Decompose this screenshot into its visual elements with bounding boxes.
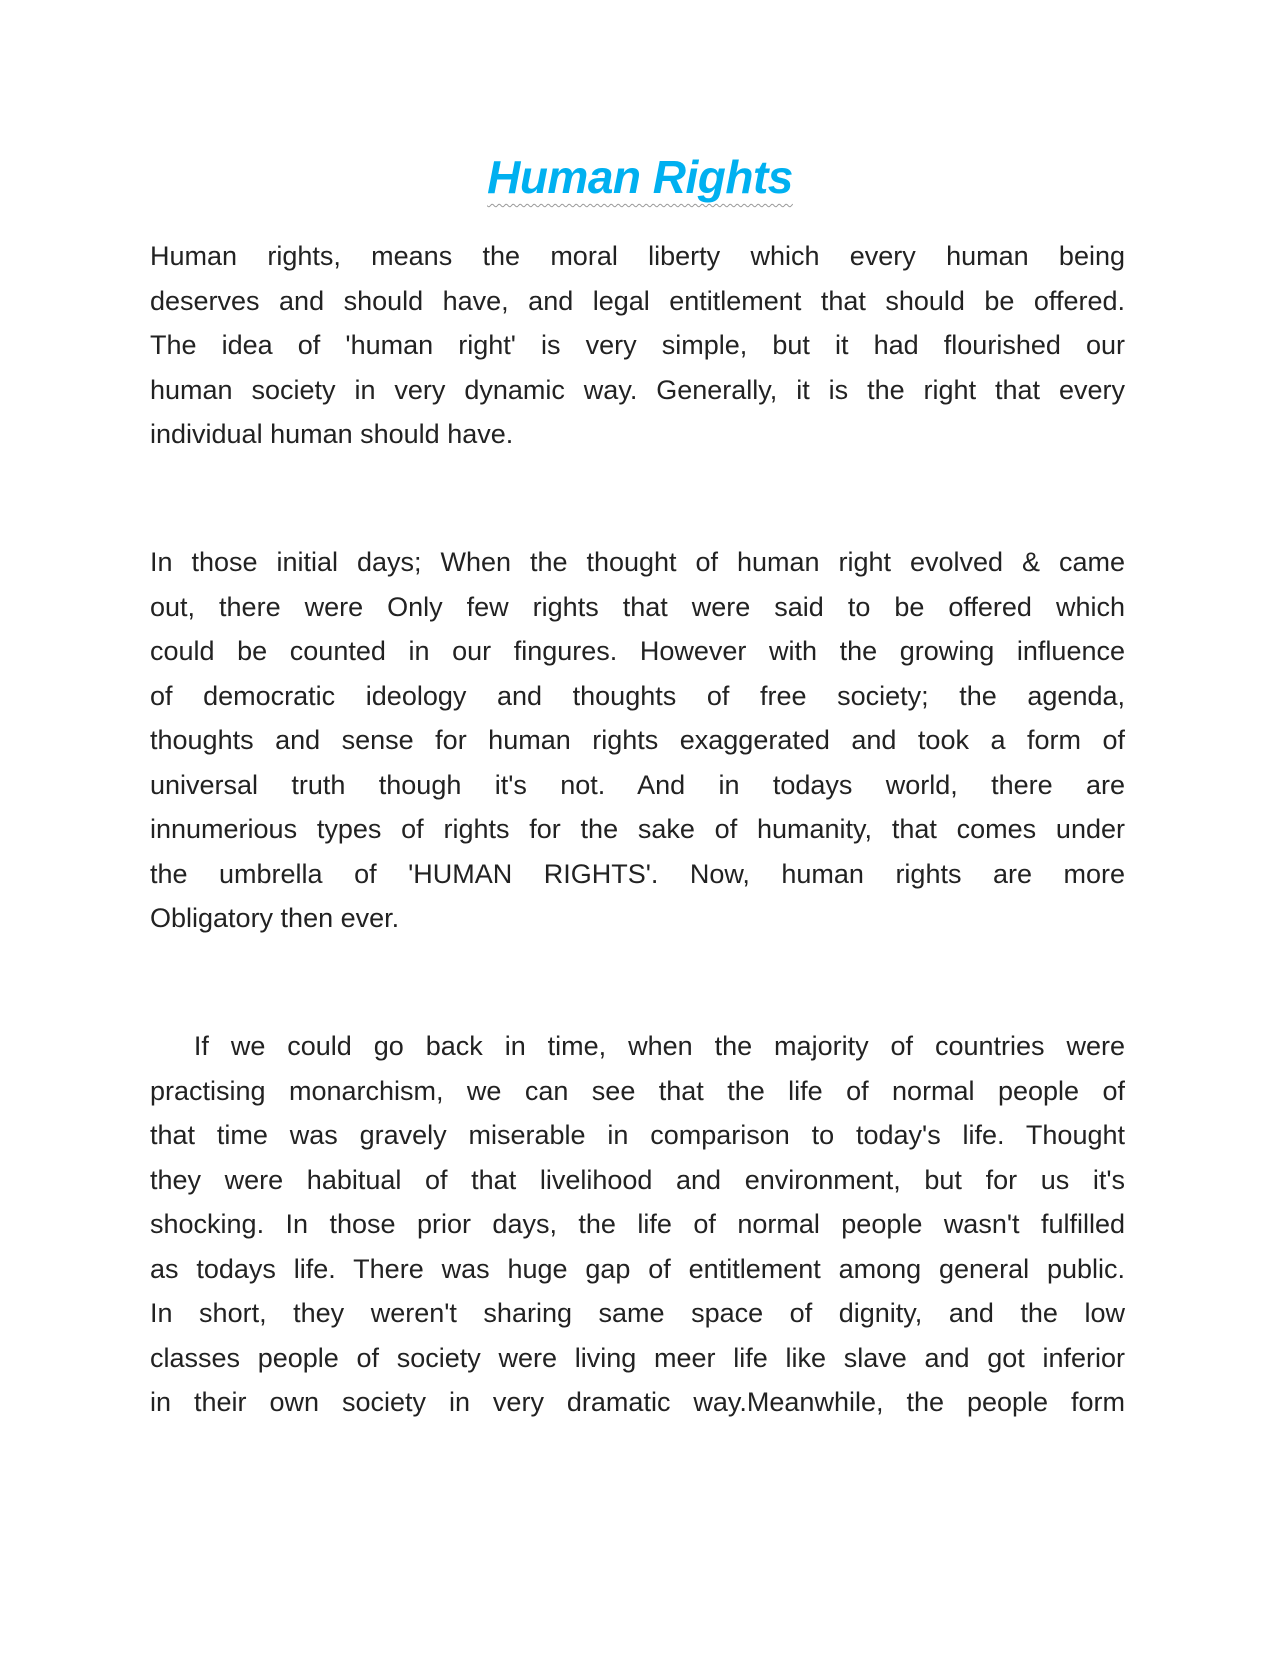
text-line: out, there were Only few rights that were said to be offered which bbox=[150, 591, 1125, 622]
text-line: could be counted in our fingures. However with the growing influence bbox=[150, 636, 1125, 666]
text-line: that time was gravely miserable in comparison to today's life. Thought bbox=[150, 1120, 1125, 1150]
text-line: universal truth though it's not. And in todays world, there are bbox=[150, 769, 1125, 800]
text-line: practising monarchism, we can see that the life of normal people of bbox=[150, 1075, 1125, 1106]
text-line: shocking. In those prior days, the life of normal people wasn't fulfilled bbox=[150, 1209, 1125, 1239]
document-title: Human Rights bbox=[487, 151, 793, 203]
paragraph-1 bbox=[150, 234, 1125, 457]
text-line: the umbrella of 'HUMAN RIGHTS'. Now, human rights are more bbox=[150, 858, 1125, 889]
text-line: innumerious types of rights for the sake of humanity, that comes under bbox=[150, 814, 1125, 844]
text-line: In those initial days; When the thought of human right evolved & came bbox=[150, 547, 1125, 577]
text-line: in their own society in very dramatic way.Meanwhile, the people form bbox=[150, 1387, 1125, 1417]
paragraph-3 bbox=[150, 1024, 1125, 1425]
text-line: deserves and should have, and legal entitlement that should be offered. bbox=[150, 285, 1125, 316]
text-line: classes people of society were living meer life like slave and got inferior bbox=[150, 1342, 1125, 1373]
text-line: they were habitual of that livelihood and environment, but for us it's bbox=[150, 1164, 1125, 1195]
text-line: as todays life. There was huge gap of entitlement among general public. bbox=[150, 1253, 1125, 1284]
text-line: If we could go back in time, when the majority of countries were bbox=[150, 1031, 1125, 1061]
paragraph-2 bbox=[150, 540, 1125, 941]
text-line: Obligatory then ever. bbox=[150, 903, 400, 933]
text-line: Human rights, means the moral liberty which every human being bbox=[150, 241, 1125, 271]
text-line: In short, they weren't sharing same space of dignity, and the low bbox=[150, 1298, 1125, 1328]
text-line: The idea of 'human right' is very simple, but it had flourished our bbox=[150, 330, 1125, 360]
text-line: thoughts and sense for human rights exaggerated and took a form of bbox=[150, 725, 1125, 755]
text-line: of democratic ideology and thoughts of free society; the agenda, bbox=[150, 680, 1125, 711]
text-line: individual human should have. bbox=[150, 419, 514, 449]
text-line: human society in very dynamic way. Generally, it is the right that every bbox=[150, 374, 1125, 405]
